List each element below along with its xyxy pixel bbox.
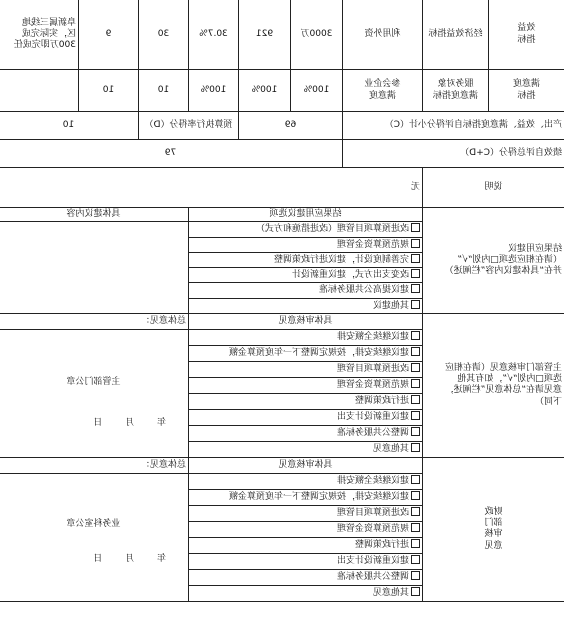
supervisor-option[interactable] [189,345,423,361]
application-label-line: 结果应用建议 [507,243,562,254]
checkbox[interactable] [411,587,420,596]
metric-sub-line: 满意度 [369,90,397,101]
metric-score: 10 [79,70,139,112]
option-label: 建议继续安排，按规定调整下一年度预算金额 [228,348,409,359]
supervisor-header-row [0,313,564,329]
option-label: 改变支出方式，建议重新设计 [291,270,409,280]
explanation-value[interactable]: 无 [0,168,423,208]
application-label-line: 并在“具体建议内容”栏阐述） [444,266,562,276]
subtotal-value: 69 [239,112,343,140]
finance-stamp: 业务科室公章 [66,519,121,529]
satisfaction-heading-line: 指标 [517,90,536,101]
finance-option[interactable] [189,521,423,537]
satisfaction-heading-line: 满意度 [513,79,541,90]
option-label: 建议重新设计支出 [336,412,409,423]
application-label-line: （请在相应选项□内划“√” [457,254,562,265]
supervisor-label [423,313,564,457]
application-label [423,208,564,314]
finance-label-line: 财政 [484,506,503,517]
supervisor-option[interactable] [189,425,423,441]
economic-metric-row [0,0,564,70]
finance-option[interactable] [189,473,423,489]
finance-date: 年 月 日 [83,554,166,565]
application-content-header: 具体建议内容 [0,208,189,222]
metric-target: 3000万 [291,0,343,70]
option-label: 规范预算资金管理 [336,239,409,250]
checkbox[interactable] [411,523,420,532]
effectiveness-heading [489,0,564,70]
checkbox[interactable] [411,379,420,388]
finance-option[interactable] [189,489,423,505]
finance-label-line: 意见 [484,540,503,551]
metric-target: 100% [291,70,343,112]
checkbox[interactable] [411,443,420,452]
explanation-label: 说明 [423,168,564,208]
supervisor-option[interactable] [189,361,423,377]
explanation-row [0,168,564,208]
checkbox[interactable] [411,331,420,340]
supervisor-option[interactable] [189,409,423,425]
metric-name-line: 服务对象 [437,79,474,90]
option-label: 规范预算资金管理 [336,524,409,535]
supervisor-label-line: 选项□内划“√”，如有其他 [457,374,562,384]
application-content-box[interactable] [0,222,189,314]
checkbox[interactable] [411,475,420,484]
metric-weight: 10 [139,70,189,112]
supervisor-detail-header: 具体审核意见 [189,313,423,329]
supervisor-stamp: 主管部门公章 [66,377,121,387]
checkbox[interactable] [411,571,420,580]
metric-name: 经济效益指标 [423,0,489,70]
metric-note-line: 阜新属三线地 [21,17,76,28]
application-option[interactable] [189,298,423,313]
supervisor-date: 年 月 日 [83,418,166,429]
option-label: 其他意见 [372,444,409,455]
checkbox[interactable] [411,363,420,372]
finance-detail-header: 具体审核意见 [189,457,423,473]
finance-overall-box[interactable] [0,473,189,601]
application-option[interactable] [189,237,423,252]
finance-overall-header: 总体意见： [0,457,189,473]
checkbox[interactable] [411,539,420,548]
option-label: 规范预算资金管理 [336,380,409,391]
checkbox[interactable] [411,284,420,293]
metric-name [423,70,489,112]
option-label: 其他建议 [372,300,409,311]
option-label: 其他意见 [372,588,409,599]
option-label: 建议继续全额安排 [336,476,409,487]
metric-name-line: 满意度指标 [433,90,479,101]
metric-score: 9 [79,0,139,70]
checkbox[interactable] [411,411,420,420]
option-label: 建议提高公共服务标准 [318,285,409,296]
application-header-row [0,208,564,222]
total-row [0,140,564,168]
supervisor-option[interactable] [189,377,423,393]
metric-note [0,0,79,70]
checkbox[interactable] [411,491,420,500]
checkbox[interactable] [411,300,420,309]
checkbox[interactable] [411,239,420,248]
finance-header-row [0,457,564,473]
finance-option[interactable] [189,569,423,585]
supervisor-label-line: 意见请在“总体意见”栏阐述， [444,385,562,396]
budget-execution-label: 预算执行率得分（D） [139,112,239,140]
metric-note-line: 300万即完成任 [13,40,76,51]
total-label: 绩效自评总得分（C+D） [343,140,564,168]
metric-rate: 100% [189,70,239,112]
checkbox[interactable] [411,223,420,232]
metric-value: 100% [239,70,291,112]
finance-option[interactable] [189,553,423,569]
option-label: 调整公共服务标准 [336,572,409,583]
effectiveness-heading-line: 指标 [517,34,536,45]
supervisor-overall-box[interactable] [0,329,189,457]
option-label: 完善制度设计，建议进行政策调整 [273,254,409,265]
checkbox[interactable] [411,395,420,404]
metric-sub: 利用外资 [343,0,423,70]
effectiveness-heading-line: 效益 [517,23,536,34]
finance-option[interactable] [189,537,423,553]
application-option-header: 结果应用建议选项 [189,208,423,222]
supervisor-label-line: 主管部门审核意见（请在相应 [444,362,562,373]
supervisor-option[interactable] [189,441,423,457]
checkbox[interactable] [411,347,420,356]
satisfaction-metric-row [0,70,564,112]
checkbox[interactable] [411,507,420,516]
total-value: 79 [0,140,343,168]
metric-weight: 30 [139,0,189,70]
subtotal-row [0,112,564,140]
supervisor-overall-header: 总体意见： [0,313,189,329]
option-label: 建议重新设计支出 [336,556,409,567]
metric-sub-line: 参会企业 [364,79,401,90]
supervisor-option[interactable] [189,329,423,345]
metric-note-line: 区，实际完成 [21,28,76,39]
option-label: 进行政策调整 [354,396,409,407]
subtotal-label: 产出、效益、满意度指标自评得分小计（C） [343,112,564,140]
checkbox[interactable] [411,254,420,263]
application-option[interactable] [189,222,423,237]
application-option[interactable] [189,283,423,298]
finance-label-line: 审核 [484,529,503,540]
option-label: 改进预算项目管理 [336,364,409,375]
metric-note [0,70,79,112]
option-label: 调整公共服务标准 [336,428,409,439]
finance-option[interactable] [189,505,423,521]
finance-label [423,457,564,601]
option-label: 建议继续全额安排 [336,332,409,343]
option-label: 改进预算项目管理（改进措施和方式） [255,224,409,235]
metric-sub [343,70,423,112]
metric-rate: 30.7% [189,0,239,70]
finance-label-line: 部门 [484,518,503,528]
supervisor-option[interactable] [189,393,423,409]
satisfaction-heading [489,70,564,112]
application-option[interactable] [189,268,423,283]
application-option[interactable] [189,252,423,267]
option-label: 建议继续安排，按规定调整下一年度预算金额 [228,492,409,503]
option-label: 进行政策调整 [354,540,409,551]
finance-option[interactable] [189,585,423,601]
budget-execution-value: 10 [0,112,139,140]
metric-value: 921 [239,0,291,70]
option-label: 改进预算项目管理 [336,508,409,519]
checkbox[interactable] [411,555,420,564]
supervisor-label-line: 下同） [534,396,562,407]
checkbox[interactable] [411,269,420,278]
checkbox[interactable] [411,427,420,436]
